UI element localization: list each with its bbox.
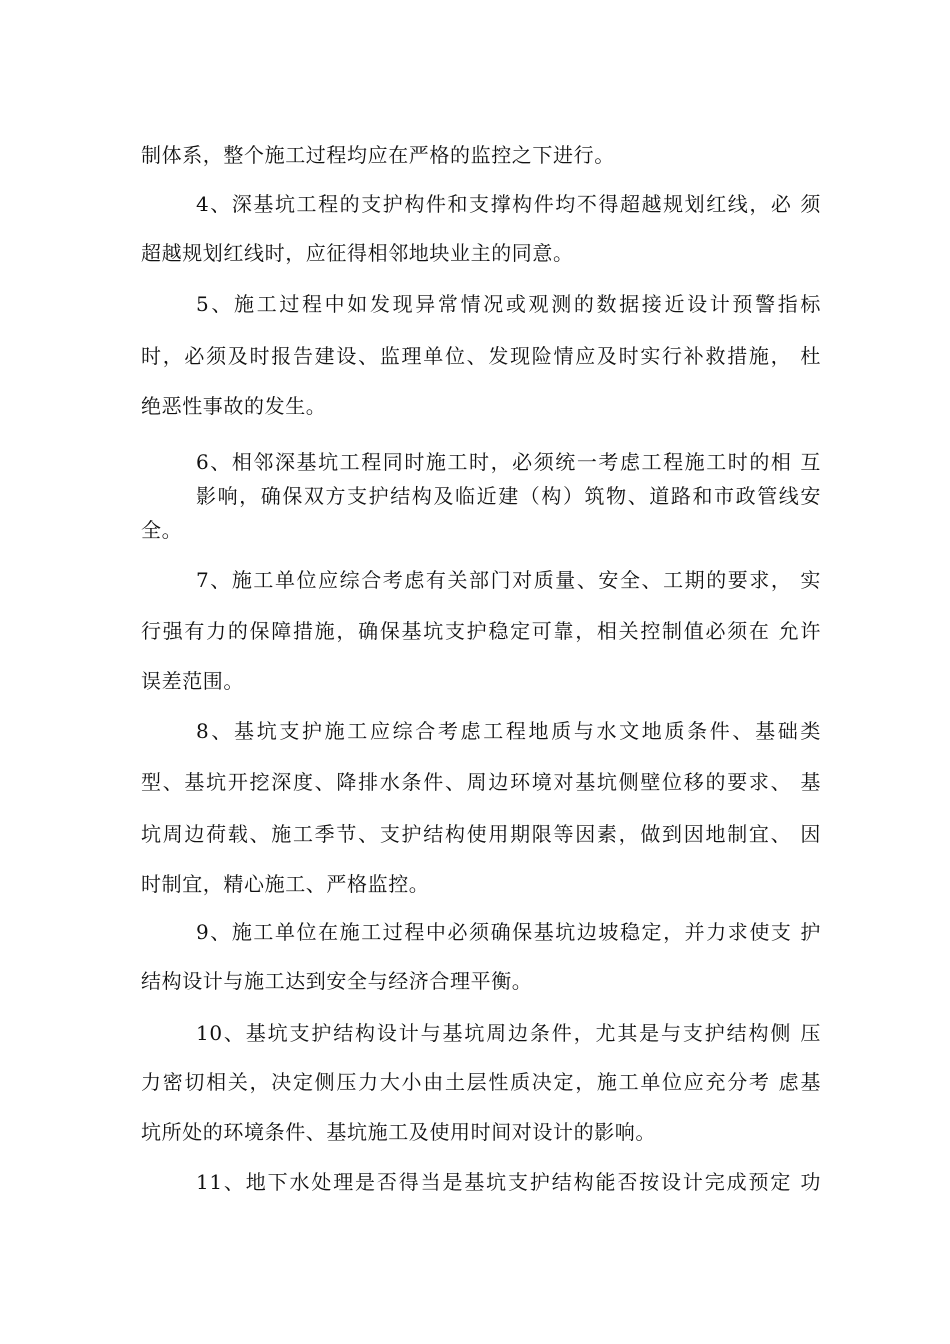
text-line: 时制宜，精心施工、严格监控。 (141, 872, 430, 896)
text-line: 结构设计与施工达到安全与经济合理平衡。 (141, 969, 533, 993)
text-line: 力密切相关，决定侧压力大小由土层性质决定，施工单位应充分考 虑基 (141, 1070, 821, 1094)
text-line: 误差范围。 (141, 669, 244, 693)
text-line: 6、相邻深基坑工程同时施工时，必须统一考虑工程施工时的相 互 (196, 450, 821, 474)
text-line: 5、施工过程中如发现异常情况或观测的数据接近设计预警指标 (196, 292, 821, 316)
text-line: 10、基坑支护结构设计与基坑周边条件，尤其是与支护结构侧 压 (196, 1021, 821, 1045)
text-line: 坑所处的环境条件、基坑施工及使用时间对设计的影响。 (141, 1120, 656, 1144)
text-line: 时，必须及时报告建设、监理单位、发现险情应及时实行补救措施， 杜 (141, 344, 821, 368)
text-line: 9、施工单位在施工过程中必须确保基坑边坡稳定，并力求使支 护 (196, 920, 821, 944)
text-line: 8、基坑支护施工应综合考虑工程地质与水文地质条件、基础类 (196, 719, 821, 743)
text-line: 4、深基坑工程的支护构件和支撑构件均不得超越规划红线，必 须 (196, 192, 821, 216)
text-line: 全。 (141, 518, 183, 542)
text-line: 型、基坑开挖深度、降排水条件、周边环境对基坑侧壁位移的要求、 基 (141, 770, 821, 794)
text-line: 11、地下水处理是否得当是基坑支护结构能否按设计完成预定 功 (196, 1170, 821, 1194)
text-line: 超越规划红线时，应征得相邻地块业主的同意。 (141, 241, 574, 265)
text-line: 坑周边荷载、施工季节、支护结构使用期限等因素，做到因地制宜、 因 (141, 822, 821, 846)
text-line: 7、施工单位应综合考虑有关部门对质量、安全、工期的要求， 实 (196, 568, 821, 592)
text-line: 影响，确保双方支护结构及临近建（构）筑物、道路和市政管线安 (196, 484, 821, 508)
text-line: 绝恶性事故的发生。 (141, 394, 327, 418)
text-line: 制体系，整个施工过程均应在严格的监控之下进行。 (141, 143, 615, 167)
text-line: 行强有力的保障措施，确保基坑支护稳定可靠，相关控制值必须在 允许 (141, 619, 821, 643)
